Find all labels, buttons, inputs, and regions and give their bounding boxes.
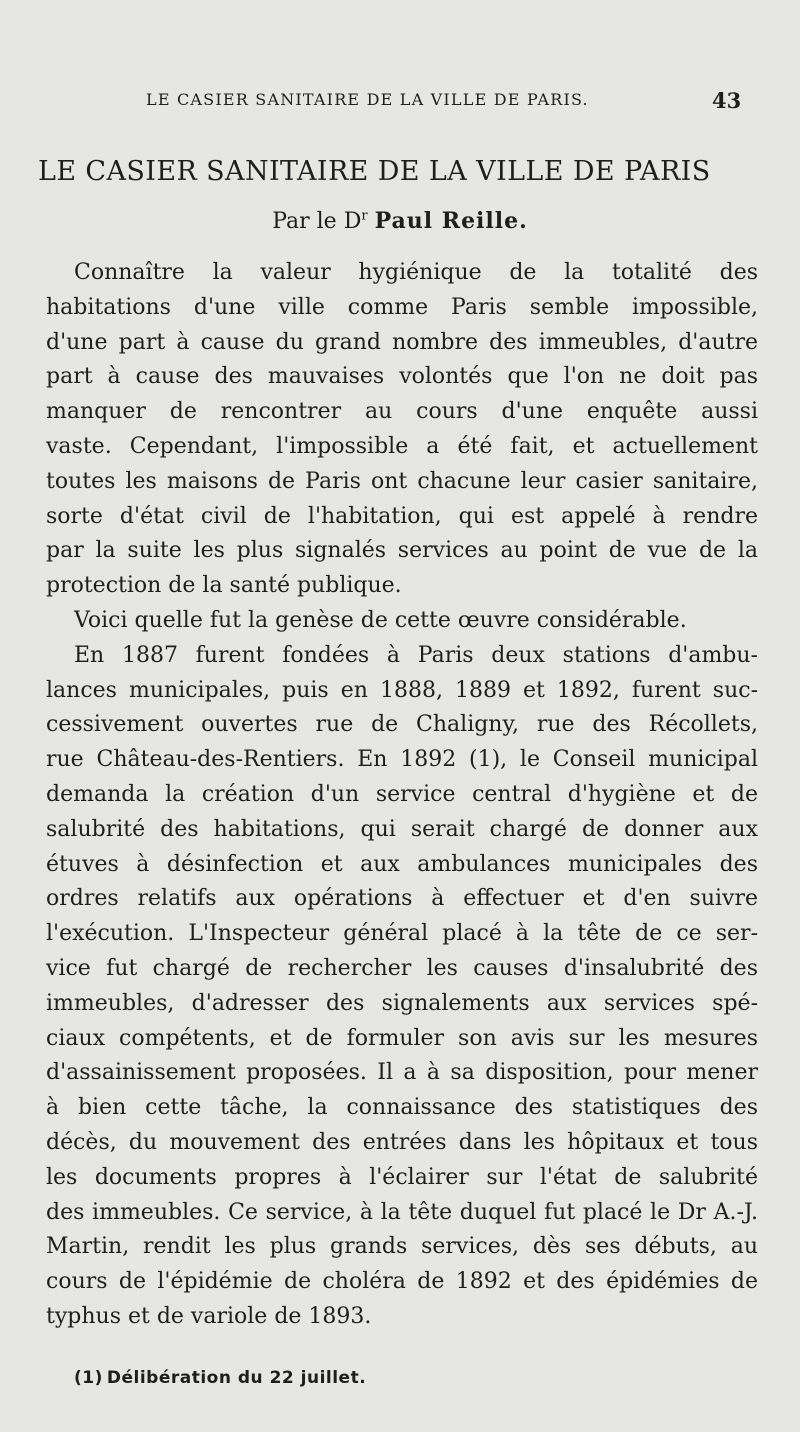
text-line: toutes les maisons de Paris ont chacune leur casier sanitaire, <box>46 468 758 494</box>
text-line: cessivement ouvertes rue de Chaligny, rue des Récollets, <box>46 712 758 738</box>
text-line: par la suite les plus signalés services au point de vue de la <box>46 538 758 564</box>
text-line: protection de la santé publique. <box>46 573 402 599</box>
footnote <box>74 1368 366 1388</box>
byline <box>0 208 800 234</box>
article-title: LE CASIER SANITAIRE DE LA VILLE DE PARIS <box>38 156 711 187</box>
text-line: Martin, rendit les plus grands services, dès ses débuts, au <box>46 1234 758 1260</box>
text-line: lances municipales, puis en 1888, 1889 et 1892, furent suc- <box>46 677 758 703</box>
text-line: En 1887 furent fondées à Paris deux stations d'ambu- <box>74 642 758 668</box>
text-line: ordres relatifs aux opérations à effectuer et d'en suivre <box>46 886 758 912</box>
text-line: Voici quelle fut la genèse de cette œuvre considérable. <box>74 607 687 633</box>
text-line: Connaître la valeur hygiénique de la totalité des <box>74 260 758 285</box>
page-number: 43 <box>712 88 742 113</box>
text-line: immeubles, d'adresser des signalements aux services spé- <box>46 990 758 1016</box>
text-line: typhus et de variole de 1893. <box>46 1303 372 1329</box>
text-line: étuves à désinfection et aux ambulances municipales des <box>46 851 758 877</box>
text-line: l'exécution. L'Inspecteur général placé à la tête de ce ser- <box>46 921 758 947</box>
byline-author: Paul Reille. <box>374 208 528 234</box>
text-line: vaste. Cependant, l'impossible a été fait, et actuellement <box>46 433 758 459</box>
text-line: demanda la création d'un service central d'hygiène et de <box>46 781 758 807</box>
footnote-marker: (1) <box>74 1368 103 1388</box>
running-head <box>0 90 800 114</box>
text-line: habitations d'une ville comme Paris semble impossible, <box>46 294 758 320</box>
text-line: à bien cette tâche, la connaissance des statistiques des <box>46 1095 758 1121</box>
text-line: rue Château-des-Rentiers. En 1892 (1), le Conseil municipal <box>46 747 758 773</box>
byline-prefix: Par le D <box>272 209 362 234</box>
text-line: salubrité des habitations, qui serait chargé de donner aux <box>46 816 758 842</box>
body-text <box>46 256 758 1335</box>
text-line: part à cause des mauvaises volontés que l'on ne doit pas <box>46 364 758 390</box>
text-line: ciaux compétents, et de formuler son avis sur les mesures <box>46 1025 758 1051</box>
byline-superscript: r <box>361 208 368 224</box>
text-line: cours de l'épidémie de choléra de 1892 et des épidémies de <box>46 1269 758 1295</box>
running-title: LE CASIER SANITAIRE DE LA VILLE DE PARIS. <box>146 90 589 109</box>
text-line: vice fut chargé de rechercher les causes d'insalubrité des <box>46 955 758 981</box>
text-line: des immeubles. Ce service, à la tête duquel fut placé le Dr A.-J. <box>46 1199 758 1225</box>
text-line: sorte d'état civil de l'habitation, qui est appelé à rendre <box>46 503 758 529</box>
text-line: décès, du mouvement des entrées dans les hôpitaux et tous <box>46 1129 758 1155</box>
footnote-text: Délibération du 22 juillet. <box>106 1368 367 1388</box>
text-line: d'assainissement proposées. Il a à sa disposition, pour mener <box>46 1060 758 1086</box>
text-line: les documents propres à l'éclairer sur l'état de salubrité <box>46 1164 758 1190</box>
text-line: manquer de rencontrer au cours d'une enquête aussi <box>46 399 758 425</box>
text-line: d'une part à cause du grand nombre des immeubles, d'autre <box>46 329 758 355</box>
